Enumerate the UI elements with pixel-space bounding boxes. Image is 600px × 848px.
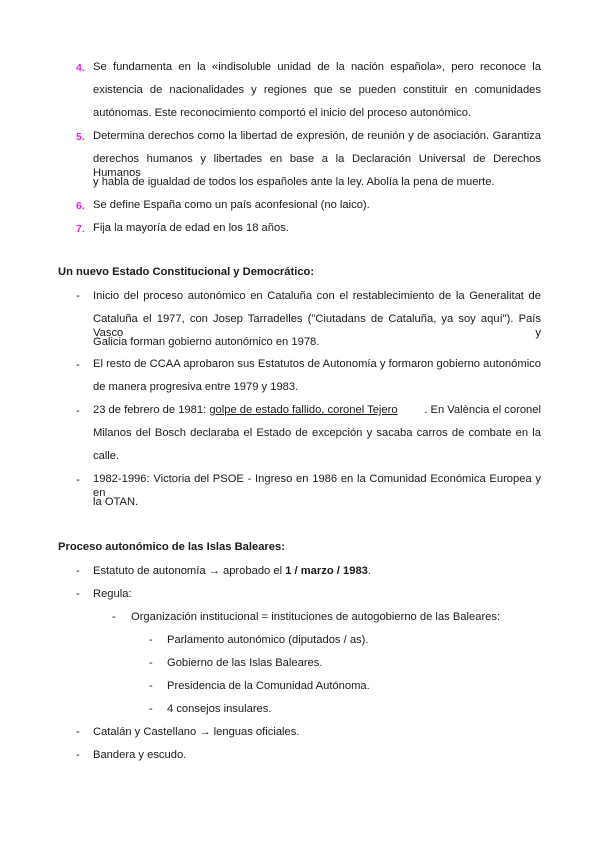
list-number: 7.: [76, 223, 85, 235]
paragraph-line: [93, 403, 541, 417]
paragraph-line: 1982-1996: Victoria del PSOE - Ingreso en 1986 en la Comunidad Económica Europea y en: [93, 473, 541, 499]
paragraph-line: Regula:: [93, 588, 132, 600]
paragraph-line: Galicia forman gobierno autonómico en 1978.: [93, 336, 320, 348]
paragraph-line: Bandera y escudo.: [93, 749, 187, 761]
paragraph-line: existencia de nacionalidades y regiones que se pueden constituir en comunidades: [93, 84, 541, 96]
bullet-dash: -: [76, 474, 80, 486]
paragraph-line: autónomas. Este reconocimiento comportó el inicio del proceso autonómico.: [93, 107, 472, 119]
paragraph-line: derechos humanos y libertades en base a la Declaración Universal de Derechos Humanos: [93, 153, 541, 179]
paragraph-line: Fija la mayoría de edad en los 18 años.: [93, 222, 289, 234]
bullet-dash: -: [76, 588, 80, 600]
list-number: 4.: [76, 62, 85, 74]
paragraph-line: Determina derechos como la libertad de expresión, de reunión y de asociación. Garantiza: [93, 130, 541, 142]
paragraph-line: Se define España como un país aconfesional (no laico).: [93, 199, 370, 211]
paragraph-line: Organización institucional = instituciones de autogobierno de las Baleares:: [131, 611, 501, 623]
bullet-dash: -: [112, 611, 116, 623]
paragraph-line: Cataluña el 1977, con Josep Tarradelles ("Ciutadans de Cataluña, ya soy aquí"). País Vasco y: [93, 313, 541, 339]
text-run: .: [367, 565, 372, 577]
text-run: . En València el coronel: [424, 404, 541, 416]
paragraph-line: Presidencia de la Comunidad Autónoma.: [167, 680, 370, 692]
paragraph-line: de manera progresiva entre 1979 y 1983.: [93, 381, 299, 393]
paragraph-line: El resto de CCAA aprobaron sus Estatutos de Autonomía y formaron gobierno autonómico: [93, 358, 541, 370]
paragraph-line: 4 consejos insulares.: [167, 703, 272, 715]
paragraph-line: la OTAN.: [93, 496, 139, 508]
paragraph-line: Milanos del Bosch declaraba el Estado de excepción y sacaba carros de combate en la: [93, 427, 541, 439]
section-heading: Un nuevo Estado Constitucional y Democrático:: [58, 266, 315, 278]
paragraph-line: Inicio del proceso autonómico en Cataluña con el restablecimiento de la Generalitat de: [93, 290, 541, 302]
statute-date: 1 / marzo / 1983: [285, 565, 368, 577]
bullet-dash: -: [76, 290, 80, 302]
underlined-text: golpe de estado fallido, coronel Tejero: [209, 404, 398, 416]
bullet-dash: -: [149, 703, 153, 715]
bullet-dash: -: [76, 359, 80, 371]
bullet-dash: -: [149, 657, 153, 669]
bullet-dash: -: [149, 634, 153, 646]
paragraph-line: [93, 564, 371, 578]
paragraph-line: Parlamento autonómico (diputados / as).: [167, 634, 369, 646]
list-number: 5.: [76, 131, 85, 143]
bullet-dash: -: [76, 405, 80, 417]
text-run: Estatuto de autonomía → aprobado el: [93, 565, 286, 577]
bullet-dash: -: [76, 565, 80, 577]
list-number: 6.: [76, 200, 85, 212]
paragraph-line: Se fundamenta en la «indisoluble unidad de la nación española», pero reconoce la: [93, 61, 541, 73]
bullet-dash: -: [76, 749, 80, 761]
paragraph-line: calle.: [93, 450, 120, 462]
text-run: 23 de febrero de 1981:: [93, 404, 210, 416]
section-heading: Proceso autonómico de las Islas Baleares:: [58, 541, 285, 553]
paragraph-line: Catalán y Castellano → lenguas oficiales.: [93, 726, 300, 738]
paragraph-line: Gobierno de las Islas Baleares.: [167, 657, 323, 669]
bullet-dash: -: [149, 680, 153, 692]
bullet-dash: -: [76, 726, 80, 738]
paragraph-line: y habla de igualdad de todos los españoles ante la ley. Abolía la pena de muerte.: [93, 176, 495, 188]
